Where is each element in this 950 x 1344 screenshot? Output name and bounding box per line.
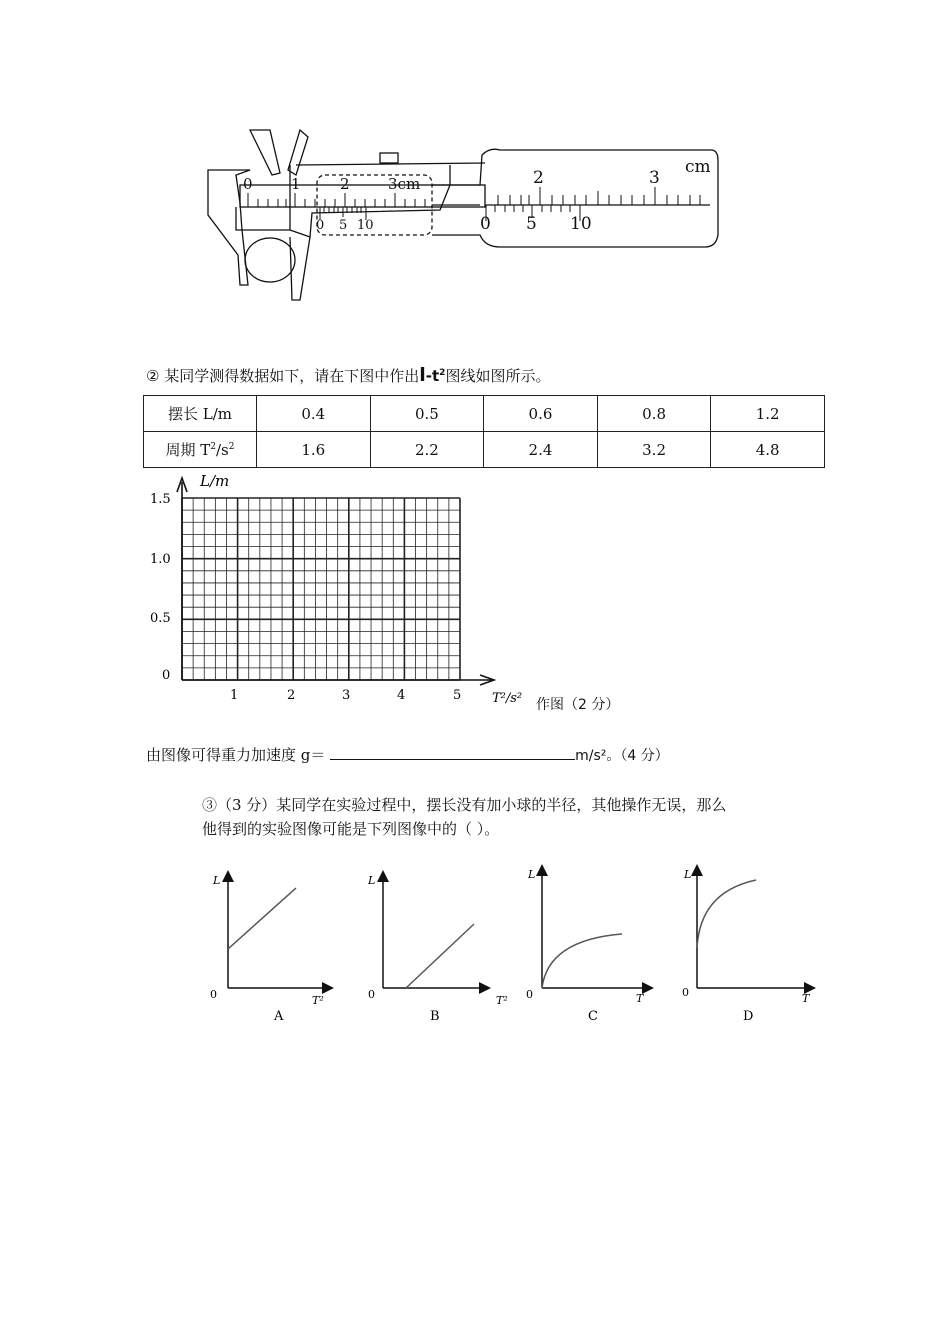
table-cell: 1.6 bbox=[257, 432, 371, 468]
formula-l: l bbox=[419, 364, 426, 386]
option-a-graph bbox=[210, 874, 328, 1024]
question-text-tail: 图线如图所示。 bbox=[445, 367, 551, 385]
option-d-graph bbox=[682, 868, 811, 1024]
question-3-line2: 他得到的实验图像可能是下列图像中的（ ）。 bbox=[202, 820, 500, 838]
x-tick-label: 1 bbox=[230, 688, 239, 703]
table-cell: 0.8 bbox=[597, 396, 711, 432]
vernier-label: 5 bbox=[339, 218, 348, 233]
x-tick-label: 3 bbox=[342, 688, 351, 703]
svg-text:T: T bbox=[636, 992, 644, 1005]
y-tick-label: 0 bbox=[162, 668, 171, 683]
table-row bbox=[144, 432, 825, 468]
svg-text:0: 0 bbox=[526, 988, 533, 1001]
gravity-prefix: 由图像可得重力加速度 g＝ bbox=[146, 746, 326, 764]
x-tick-label: 2 bbox=[287, 688, 296, 703]
svg-text:0: 0 bbox=[210, 988, 217, 1001]
option-b-graph bbox=[367, 874, 508, 1024]
table-cell: 2.4 bbox=[484, 432, 598, 468]
x-tick-label: 4 bbox=[397, 688, 406, 703]
zoom-unit-label: cm bbox=[685, 157, 711, 177]
x-axis-label: T²/s² bbox=[492, 691, 523, 706]
option-graphs bbox=[200, 862, 820, 1032]
main-scale-label: 0 bbox=[243, 175, 253, 193]
svg-text:0: 0 bbox=[368, 988, 375, 1001]
svg-text:0: 0 bbox=[682, 986, 689, 999]
x-tick-label: 5 bbox=[453, 688, 462, 703]
zoom-vernier-label: 10 bbox=[570, 214, 592, 234]
y-tick-label: 1.0 bbox=[150, 552, 171, 567]
graph-paper-chart bbox=[140, 470, 540, 710]
table-cell: 2.2 bbox=[370, 432, 484, 468]
main-scale-label: 1 bbox=[291, 175, 301, 193]
question-3-line1: ③（3 分）某同学在实验过程中，摆长没有加小球的半径，其他操作无误，那么 bbox=[202, 796, 727, 814]
vernier-label: 0 bbox=[316, 218, 325, 233]
svg-text:L: L bbox=[368, 874, 376, 887]
svg-text:L: L bbox=[684, 868, 692, 881]
main-scale-label: 2 bbox=[340, 175, 350, 193]
option-d-letter: D bbox=[743, 1009, 754, 1024]
option-c-letter: C bbox=[588, 1009, 598, 1024]
gravity-unit: m/s²。（4 分） bbox=[575, 748, 669, 764]
option-a-letter: A bbox=[274, 1009, 284, 1024]
y-tick-label: 1.5 bbox=[150, 492, 171, 507]
question-marker: ② bbox=[146, 367, 160, 385]
question-text: 某同学测得数据如下，请在下图中作出 bbox=[164, 367, 420, 385]
svg-text:L: L bbox=[528, 868, 536, 881]
table-header-cell: 摆长 L/m bbox=[144, 396, 257, 432]
vernier-label: 10 bbox=[357, 218, 374, 233]
option-c-graph bbox=[526, 868, 648, 1024]
table-cell: 4.8 bbox=[711, 432, 825, 468]
question-2-prompt bbox=[146, 364, 550, 386]
option-b-letter: B bbox=[430, 1009, 440, 1024]
zoom-main-label: 3 bbox=[649, 168, 660, 188]
formula-sup: 2 bbox=[439, 368, 446, 378]
zoom-vernier-label: 5 bbox=[526, 214, 537, 234]
svg-text:T²: T² bbox=[496, 994, 508, 1007]
svg-text:T: T bbox=[802, 992, 810, 1005]
table-row bbox=[144, 396, 825, 432]
zoom-main-label: 2 bbox=[533, 168, 544, 188]
svg-text:L: L bbox=[213, 874, 221, 887]
zoom-vernier-label: 0 bbox=[480, 214, 491, 234]
table-header-cell: 周期 $T^2/s^2$ bbox=[144, 432, 257, 468]
drawing-note: 作图（2 分） bbox=[536, 697, 620, 713]
svg-text:T²: T² bbox=[312, 994, 324, 1007]
table-cell: 0.5 bbox=[370, 396, 484, 432]
y-axis-label: L/m bbox=[200, 472, 230, 490]
table-cell: 1.2 bbox=[711, 396, 825, 432]
main-scale-label: 3cm bbox=[388, 175, 421, 193]
data-table bbox=[143, 395, 825, 468]
table-cell: 0.6 bbox=[484, 396, 598, 432]
table-cell: 3.2 bbox=[597, 432, 711, 468]
table-cell: 0.4 bbox=[257, 396, 371, 432]
answer-blank[interactable] bbox=[330, 744, 575, 760]
vernier-caliper-figure bbox=[200, 125, 730, 305]
y-tick-label: 0.5 bbox=[150, 611, 171, 626]
gravity-question bbox=[146, 744, 669, 765]
formula-t: -t bbox=[425, 367, 440, 385]
